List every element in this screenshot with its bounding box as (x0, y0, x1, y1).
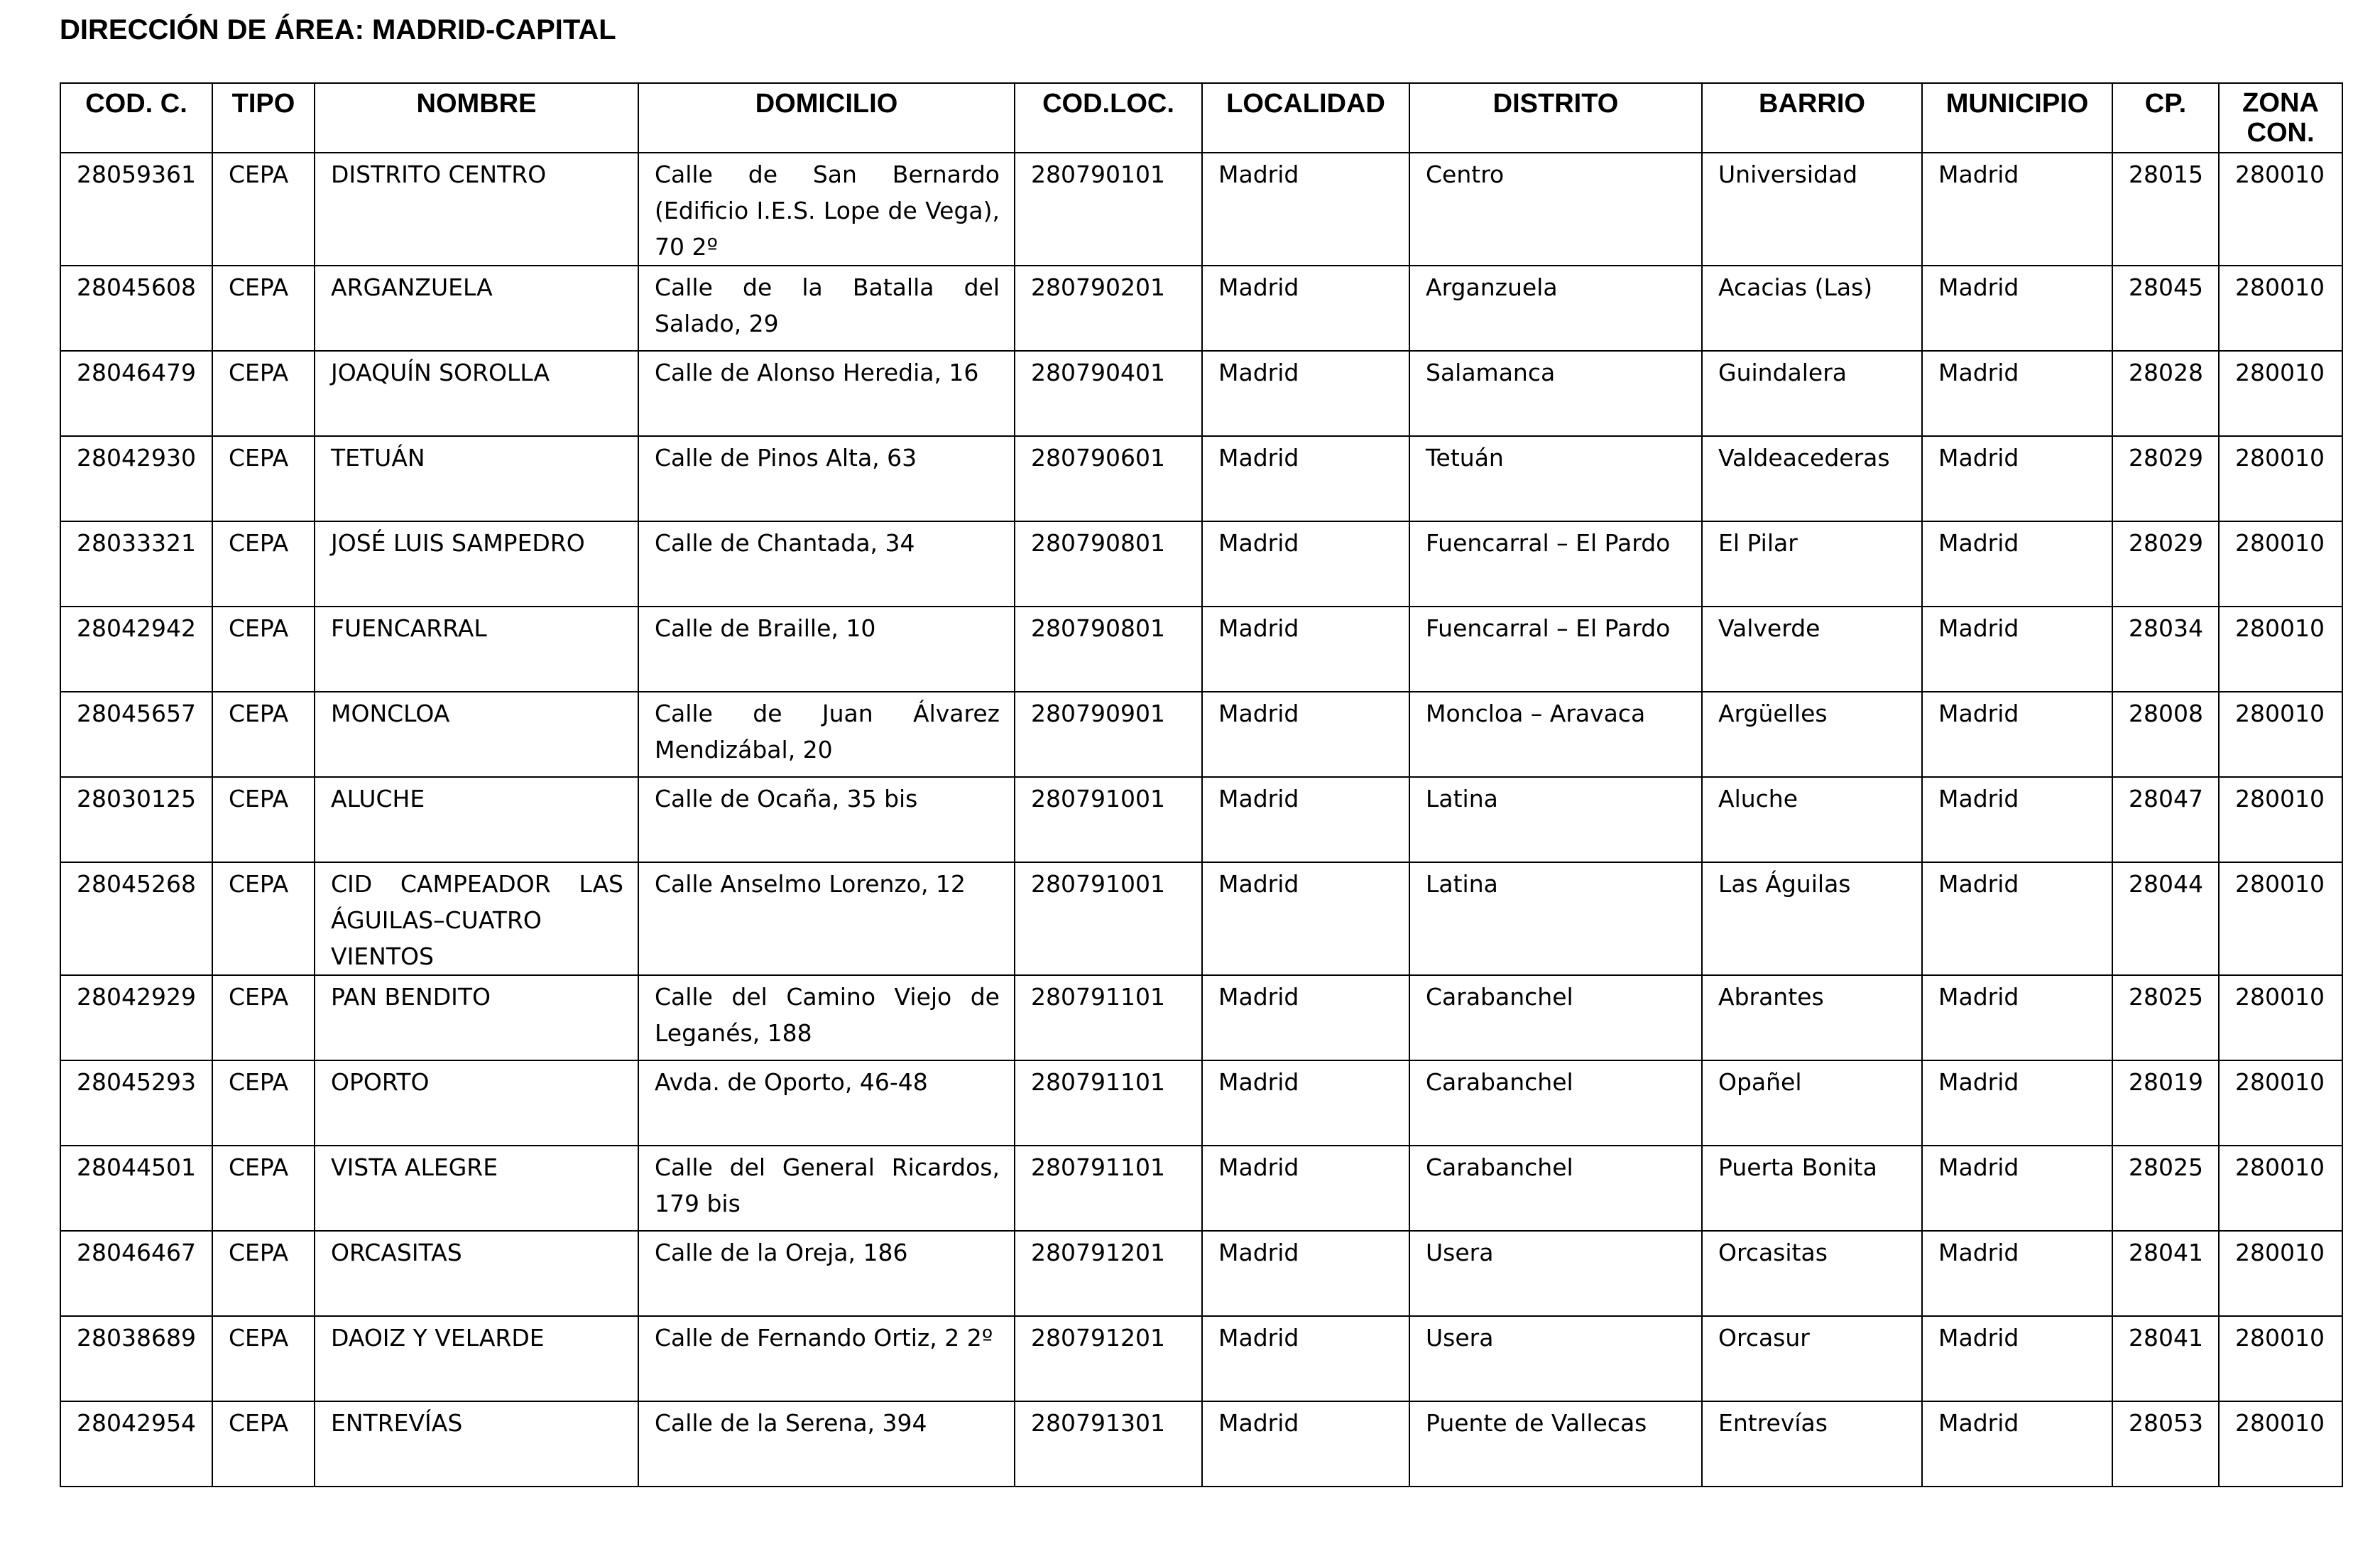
cell-distrito: Fuencarral – El Pardo (1409, 607, 1702, 692)
cell-nombre: TETUÁN (315, 436, 638, 521)
header-cod-loc: COD.LOC. (1015, 83, 1202, 153)
table-row (60, 1231, 2342, 1316)
cell-cod-loc: 280791201 (1015, 1231, 1202, 1316)
cell-cod-c: 28042954 (60, 1401, 212, 1487)
cell-barrio: El Pilar (1702, 521, 1922, 607)
cell-nombre: DISTRITO CENTRO (315, 153, 638, 266)
cell-localidad: Madrid (1202, 862, 1409, 975)
cell-cod-c: 28046467 (60, 1231, 212, 1316)
cell-barrio: Abrantes (1702, 975, 1922, 1060)
cell-cod-loc: 280790101 (1015, 153, 1202, 266)
cell-domicilio: Calle de Juan Álvarez Mendizábal, 20 (638, 692, 1015, 777)
cell-municipio: Madrid (1922, 777, 2112, 862)
cell-zona-con: 280010 (2219, 1316, 2342, 1401)
cell-localidad: Madrid (1202, 1401, 1409, 1487)
cell-zona-con: 280010 (2219, 692, 2342, 777)
cell-domicilio: Calle de Pinos Alta, 63 (638, 436, 1015, 521)
cell-municipio: Madrid (1922, 521, 2112, 607)
cell-cod-loc: 280791101 (1015, 1060, 1202, 1146)
table-row (60, 436, 2342, 521)
cell-barrio: Puerta Bonita (1702, 1146, 1922, 1231)
cell-distrito: Puente de Vallecas (1409, 1401, 1702, 1487)
cell-zona-con: 280010 (2219, 1231, 2342, 1316)
header-cod-c: COD. C. (60, 83, 212, 153)
cell-distrito: Centro (1409, 153, 1702, 266)
cell-barrio: Valdeacederas (1702, 436, 1922, 521)
cell-domicilio: Calle de Alonso Heredia, 16 (638, 351, 1015, 436)
cell-cp: 28047 (2112, 777, 2219, 862)
table-row (60, 1060, 2342, 1146)
cell-cod-loc: 280790601 (1015, 436, 1202, 521)
cell-cod-c: 28045268 (60, 862, 212, 975)
cell-municipio: Madrid (1922, 1060, 2112, 1146)
cell-nombre: FUENCARRAL (315, 607, 638, 692)
cell-nombre: ARGANZUELA (315, 266, 638, 351)
table-row (60, 975, 2342, 1060)
cell-cp: 28044 (2112, 862, 2219, 975)
header-barrio: BARRIO (1702, 83, 1922, 153)
cell-localidad: Madrid (1202, 351, 1409, 436)
cell-cod-c: 28045657 (60, 692, 212, 777)
header-distrito: DISTRITO (1409, 83, 1702, 153)
cell-localidad: Madrid (1202, 1316, 1409, 1401)
table-row (60, 351, 2342, 436)
cell-distrito: Salamanca (1409, 351, 1702, 436)
cell-municipio: Madrid (1922, 1401, 2112, 1487)
cell-domicilio: Calle Anselmo Lorenzo, 12 (638, 862, 1015, 975)
cell-tipo: CEPA (212, 266, 315, 351)
cell-zona-con: 280010 (2219, 436, 2342, 521)
header-tipo: TIPO (212, 83, 315, 153)
cell-localidad: Madrid (1202, 1146, 1409, 1231)
table-row (60, 266, 2342, 351)
cell-barrio: Las Águilas (1702, 862, 1922, 975)
cell-distrito: Tetuán (1409, 436, 1702, 521)
cell-tipo: CEPA (212, 1316, 315, 1401)
cell-localidad: Madrid (1202, 1231, 1409, 1316)
cell-municipio: Madrid (1922, 436, 2112, 521)
document-title: DIRECCIÓN DE ÁREA: MADRID-CAPITAL (60, 14, 616, 45)
cell-tipo: CEPA (212, 777, 315, 862)
cell-domicilio: Calle de Fernando Ortiz, 2 2º (638, 1316, 1015, 1401)
cell-municipio: Madrid (1922, 153, 2112, 266)
cell-cod-loc: 280791201 (1015, 1316, 1202, 1401)
cell-municipio: Madrid (1922, 1231, 2112, 1316)
cell-cod-c: 28044501 (60, 1146, 212, 1231)
cell-cod-loc: 280791101 (1015, 975, 1202, 1060)
cell-cod-c: 28046479 (60, 351, 212, 436)
cell-cp: 28025 (2112, 975, 2219, 1060)
cell-cod-c: 28033321 (60, 521, 212, 607)
cell-domicilio: Calle del General Ricardos, 179 bis (638, 1146, 1015, 1231)
cell-tipo: CEPA (212, 862, 315, 975)
cell-localidad: Madrid (1202, 607, 1409, 692)
cell-tipo: CEPA (212, 1146, 315, 1231)
cell-barrio: Argüelles (1702, 692, 1922, 777)
cell-tipo: CEPA (212, 1401, 315, 1487)
cell-tipo: CEPA (212, 351, 315, 436)
cell-distrito: Latina (1409, 862, 1702, 975)
header-cp: CP. (2112, 83, 2219, 153)
header-nombre: NOMBRE (315, 83, 638, 153)
cell-localidad: Madrid (1202, 692, 1409, 777)
table-body (60, 153, 2342, 1487)
cell-distrito: Carabanchel (1409, 1146, 1702, 1231)
cell-tipo: CEPA (212, 1060, 315, 1146)
cell-tipo: CEPA (212, 153, 315, 266)
cell-cp: 28019 (2112, 1060, 2219, 1146)
cell-domicilio: Calle de la Serena, 394 (638, 1401, 1015, 1487)
cell-municipio: Madrid (1922, 862, 2112, 975)
cell-cod-loc: 280790801 (1015, 607, 1202, 692)
cell-barrio: Universidad (1702, 153, 1922, 266)
cell-distrito: Fuencarral – El Pardo (1409, 521, 1702, 607)
cell-localidad: Madrid (1202, 153, 1409, 266)
cell-cp: 28028 (2112, 351, 2219, 436)
table-header (60, 83, 2342, 153)
cell-cod-c: 28042929 (60, 975, 212, 1060)
cell-domicilio: Calle de Chantada, 34 (638, 521, 1015, 607)
cell-distrito: Arganzuela (1409, 266, 1702, 351)
cell-nombre: CID CAMPEADOR LAS ÁGUILAS–CUATRO VIENTOS (315, 862, 638, 975)
cell-zona-con: 280010 (2219, 975, 2342, 1060)
cell-municipio: Madrid (1922, 1316, 2112, 1401)
cell-cod-loc: 280791001 (1015, 777, 1202, 862)
header-row (60, 83, 2342, 153)
cell-nombre: MONCLOA (315, 692, 638, 777)
cell-nombre: ENTREVÍAS (315, 1401, 638, 1487)
header-localidad: LOCALIDAD (1202, 83, 1409, 153)
cell-tipo: CEPA (212, 1231, 315, 1316)
cell-nombre: OPORTO (315, 1060, 638, 1146)
table-row (60, 1401, 2342, 1487)
table-row (60, 1316, 2342, 1401)
cell-zona-con: 280010 (2219, 351, 2342, 436)
cell-localidad: Madrid (1202, 975, 1409, 1060)
table-row (60, 153, 2342, 266)
cell-barrio: Valverde (1702, 607, 1922, 692)
cell-cod-loc: 280790801 (1015, 521, 1202, 607)
cell-distrito: Moncloa – Aravaca (1409, 692, 1702, 777)
table-row (60, 777, 2342, 862)
cell-zona-con: 280010 (2219, 607, 2342, 692)
cell-cod-c: 28042930 (60, 436, 212, 521)
cell-domicilio: Calle de la Batalla del Salado, 29 (638, 266, 1015, 351)
cell-domicilio: Calle de la Oreja, 186 (638, 1231, 1015, 1316)
cell-nombre: ORCASITAS (315, 1231, 638, 1316)
cell-zona-con: 280010 (2219, 153, 2342, 266)
cell-cod-c: 28059361 (60, 153, 212, 266)
cell-barrio: Opañel (1702, 1060, 1922, 1146)
cell-municipio: Madrid (1922, 607, 2112, 692)
cell-distrito: Latina (1409, 777, 1702, 862)
cell-cod-c: 28038689 (60, 1316, 212, 1401)
cell-localidad: Madrid (1202, 521, 1409, 607)
header-domicilio: DOMICILIO (638, 83, 1015, 153)
cell-zona-con: 280010 (2219, 862, 2342, 975)
table-row (60, 607, 2342, 692)
cell-cp: 28041 (2112, 1316, 2219, 1401)
cell-nombre: JOSÉ LUIS SAMPEDRO (315, 521, 638, 607)
cell-cp: 28029 (2112, 436, 2219, 521)
cell-municipio: Madrid (1922, 1146, 2112, 1231)
cell-tipo: CEPA (212, 436, 315, 521)
cell-domicilio: Calle del Camino Viejo de Leganés, 188 (638, 975, 1015, 1060)
cell-barrio: Aluche (1702, 777, 1922, 862)
cell-nombre: JOAQUÍN SOROLLA (315, 351, 638, 436)
cell-municipio: Madrid (1922, 266, 2112, 351)
cell-cod-c: 28045293 (60, 1060, 212, 1146)
cell-domicilio: Calle de San Bernardo (Edificio I.E.S. Lope de Vega), 70 2º (638, 153, 1015, 266)
cell-cp: 28041 (2112, 1231, 2219, 1316)
cell-localidad: Madrid (1202, 1060, 1409, 1146)
cell-tipo: CEPA (212, 607, 315, 692)
cell-distrito: Carabanchel (1409, 975, 1702, 1060)
cell-cod-loc: 280791001 (1015, 862, 1202, 975)
header-municipio: MUNICIPIO (1922, 83, 2112, 153)
cell-nombre: DAOIZ Y VELARDE (315, 1316, 638, 1401)
centers-table (60, 82, 2343, 1487)
table-row (60, 1146, 2342, 1231)
cell-municipio: Madrid (1922, 975, 2112, 1060)
table-row (60, 692, 2342, 777)
cell-domicilio: Calle de Braille, 10 (638, 607, 1015, 692)
cell-cod-c: 28042942 (60, 607, 212, 692)
cell-distrito: Carabanchel (1409, 1060, 1702, 1146)
cell-cod-c: 28045608 (60, 266, 212, 351)
cell-localidad: Madrid (1202, 777, 1409, 862)
header-zona-con: ZONA CON. (2219, 83, 2342, 153)
cell-tipo: CEPA (212, 521, 315, 607)
cell-zona-con: 280010 (2219, 1146, 2342, 1231)
cell-distrito: Usera (1409, 1231, 1702, 1316)
cell-municipio: Madrid (1922, 692, 2112, 777)
cell-cod-loc: 280790901 (1015, 692, 1202, 777)
cell-domicilio: Avda. de Oporto, 46-48 (638, 1060, 1015, 1146)
cell-cod-c: 28030125 (60, 777, 212, 862)
cell-zona-con: 280010 (2219, 1401, 2342, 1487)
cell-cod-loc: 280791101 (1015, 1146, 1202, 1231)
cell-barrio: Orcasur (1702, 1316, 1922, 1401)
cell-localidad: Madrid (1202, 436, 1409, 521)
cell-barrio: Orcasitas (1702, 1231, 1922, 1316)
cell-cp: 28015 (2112, 153, 2219, 266)
cell-zona-con: 280010 (2219, 521, 2342, 607)
cell-cp: 28025 (2112, 1146, 2219, 1231)
cell-cp: 28008 (2112, 692, 2219, 777)
cell-cp: 28045 (2112, 266, 2219, 351)
cell-cod-loc: 280790201 (1015, 266, 1202, 351)
cell-tipo: CEPA (212, 975, 315, 1060)
cell-municipio: Madrid (1922, 351, 2112, 436)
cell-zona-con: 280010 (2219, 266, 2342, 351)
cell-nombre: PAN BENDITO (315, 975, 638, 1060)
table-row (60, 521, 2342, 607)
cell-domicilio: Calle de Ocaña, 35 bis (638, 777, 1015, 862)
table-row (60, 862, 2342, 975)
cell-barrio: Guindalera (1702, 351, 1922, 436)
cell-barrio: Acacias (Las) (1702, 266, 1922, 351)
cell-nombre: ALUCHE (315, 777, 638, 862)
cell-cod-loc: 280791301 (1015, 1401, 1202, 1487)
cell-cod-loc: 280790401 (1015, 351, 1202, 436)
cell-localidad: Madrid (1202, 266, 1409, 351)
cell-distrito: Usera (1409, 1316, 1702, 1401)
cell-nombre: VISTA ALEGRE (315, 1146, 638, 1231)
cell-cp: 28053 (2112, 1401, 2219, 1487)
cell-cp: 28029 (2112, 521, 2219, 607)
cell-tipo: CEPA (212, 692, 315, 777)
cell-cp: 28034 (2112, 607, 2219, 692)
cell-zona-con: 280010 (2219, 777, 2342, 862)
cell-zona-con: 280010 (2219, 1060, 2342, 1146)
cell-barrio: Entrevías (1702, 1401, 1922, 1487)
